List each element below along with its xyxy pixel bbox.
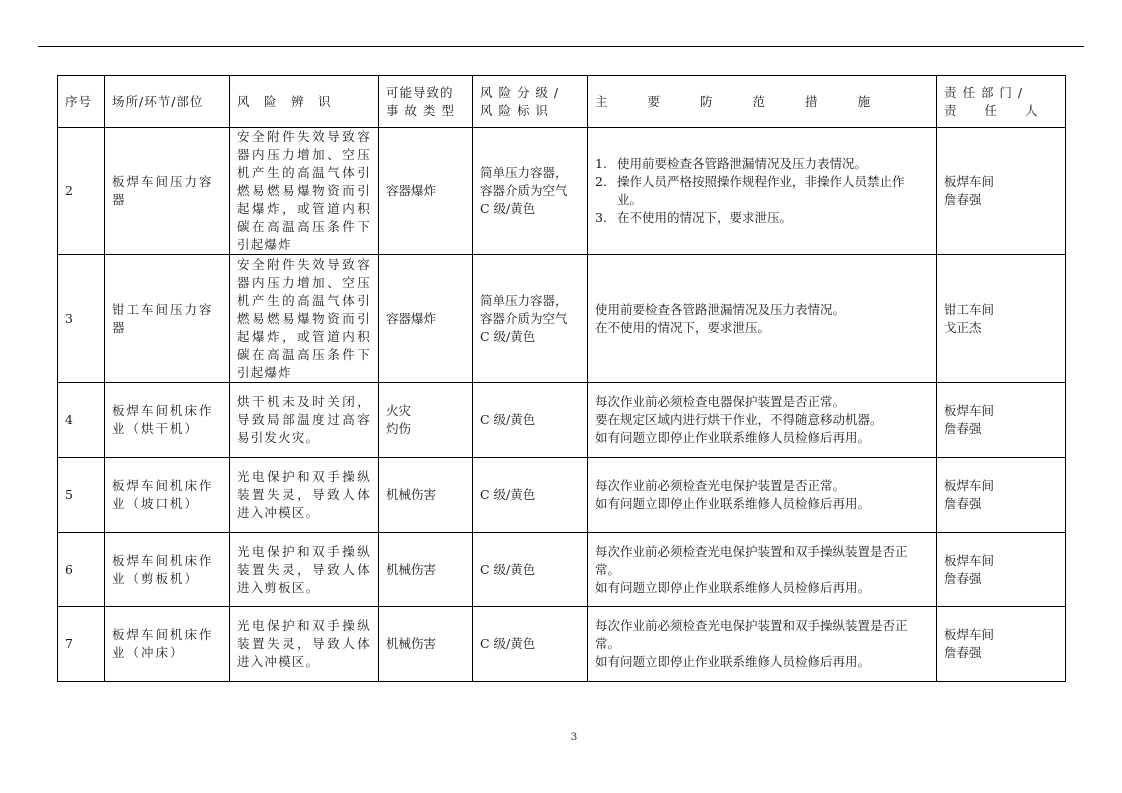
- measure-text: 如有问题立即停止作业联系维修人员检修后再用。: [595, 654, 871, 669]
- table-row: [58, 255, 1066, 383]
- header-risk-level: [473, 76, 588, 128]
- cell-risk-level: [473, 533, 588, 607]
- cell-accident-type: [379, 607, 473, 682]
- measure-text: 每次作业前必须检查光电保护装置和双手操纵装置是否正常。: [595, 543, 908, 577]
- responsible-line: 板焊车间: [944, 478, 995, 493]
- header-responsible-line2: 责 任 人: [944, 102, 1039, 118]
- cell-risk: 光电保护和双手操纵装置失灵，导致人体进入冲模区。: [230, 458, 379, 533]
- cell-measures: [588, 607, 937, 682]
- responsible-line: 板焊车间: [944, 174, 995, 189]
- cell-risk-level: [473, 128, 588, 255]
- header-risk-identification: [230, 76, 379, 128]
- responsible-line: 詹春强: [944, 570, 982, 586]
- cell-accident-type: [379, 533, 473, 607]
- responsible-line: 詹春强: [944, 192, 982, 207]
- measure-text: 每次作业前必须检查光电保护装置和双手操纵装置是否正常。: [595, 618, 908, 651]
- cell-accident-type: [379, 458, 473, 533]
- measure-text: 每次作业前必须检查电器保护装置是否正常。: [595, 394, 846, 409]
- table-row: [58, 383, 1066, 458]
- header-risk-level-line2: 风 险 标 识: [480, 102, 549, 118]
- cell-location: 板焊车间机床作业（烘干机）: [105, 383, 230, 458]
- cell-index: 5: [58, 458, 105, 533]
- risk-level-line: 容器介质为空气: [480, 183, 568, 198]
- measure-text: 如有问题立即停止作业联系维修人员检修后再用。: [595, 579, 871, 595]
- responsible-line: 詹春强: [944, 645, 982, 660]
- header-accident-type-line1: 可能导致的: [386, 84, 454, 100]
- accident-type-line: 火灾: [386, 403, 412, 418]
- measure-text: 要在规定区域内进行烘干作业，不得随意移动机器。: [595, 412, 883, 427]
- risk-level-line: 简单压力容器，: [480, 165, 568, 180]
- cell-index: 6: [58, 533, 105, 607]
- cell-location: 板焊车间机床作业（冲床）: [105, 607, 230, 682]
- responsible-line: 戈正杰: [944, 319, 982, 335]
- table-row: [58, 533, 1066, 607]
- accident-type-line: 灼伤: [386, 421, 412, 436]
- responsible-line: 板焊车间: [944, 627, 995, 642]
- header-responsible-line1: 责 任 部 门 /: [944, 84, 1024, 100]
- measure-number: 1.: [595, 156, 607, 171]
- cell-risk: 烘干机未及时关闭，导致局部温度过高容易引发火灾。: [230, 383, 379, 458]
- cell-accident-type: [379, 383, 473, 458]
- measure-text: 使用前要检查各管路泄漏情况及压力表情况。: [617, 156, 868, 171]
- header-index: 序号: [58, 76, 105, 128]
- measure-item: [595, 155, 929, 173]
- cell-risk: 光电保护和双手操纵装置失灵，导致人体进入冲模区。: [230, 607, 379, 682]
- measure-text: 在不使用的情况下，要求泄压。: [595, 319, 771, 335]
- responsible-line: 板焊车间: [944, 403, 995, 418]
- header-location: 场所/环节/部位: [105, 76, 230, 128]
- risk-level-line: C 级/黄色: [480, 412, 536, 427]
- risk-level-line: C 级/黄色: [480, 328, 536, 344]
- table-row: [58, 607, 1066, 682]
- cell-measures: [588, 383, 937, 458]
- risk-level-line: C 级/黄色: [480, 561, 536, 577]
- header-rule: [38, 46, 1084, 47]
- cell-location: 钳工车间压力容器: [105, 255, 230, 383]
- cell-responsible: [937, 533, 1066, 607]
- cell-location: 板焊车间压力容器: [105, 128, 230, 255]
- measure-item: [595, 209, 929, 227]
- table-row: [58, 458, 1066, 533]
- accident-type-line: 机械伤害: [386, 487, 437, 502]
- header-risk-identification-text: 风 险 辨 识: [237, 93, 332, 109]
- cell-responsible: [937, 607, 1066, 682]
- cell-risk: 安全附件失效导致容器内压力增加、空压机产生的高温气体引燃易燃易爆物资而引起爆炸，或管道内积碳在高温高压条件下引起爆炸: [230, 255, 379, 383]
- risk-level-line: 容器介质为空气: [480, 310, 568, 326]
- risk-level-line: C 级/黄色: [480, 201, 536, 216]
- cell-responsible: [937, 128, 1066, 255]
- measure-text: 每次作业前必须检查光电保护装置是否正常。: [595, 478, 846, 493]
- measure-number: 2.: [595, 174, 607, 189]
- cell-index: 3: [58, 255, 105, 383]
- responsible-line: 钳工车间: [944, 301, 995, 317]
- cell-index: 7: [58, 607, 105, 682]
- page-number: 3: [570, 731, 578, 743]
- risk-table: [57, 75, 1066, 682]
- measure-item: [595, 173, 929, 209]
- cell-index: 4: [58, 383, 105, 458]
- table-row: [58, 128, 1066, 255]
- header-row: [58, 76, 1066, 128]
- accident-type-line: 机械伤害: [386, 636, 437, 651]
- cell-accident-type: [379, 255, 473, 383]
- measure-text: 使用前要检查各管路泄漏情况及压力表情况。: [595, 301, 846, 317]
- cell-responsible: [937, 383, 1066, 458]
- cell-risk: 安全附件失效导致容器内压力增加、空压机产生的高温气体引燃易燃易爆物资而引起爆炸，或管道内积碳在高温高压条件下引起爆炸: [230, 128, 379, 255]
- measure-text: 如有问题立即停止作业联系维修人员检修后再用。: [595, 496, 871, 511]
- measure-text: 如有问题立即停止作业联系维修人员检修后再用。: [595, 430, 871, 445]
- header-accident-type-line2: 事 故 类 型: [386, 102, 455, 118]
- cell-location: 板焊车间机床作业（坡口机）: [105, 458, 230, 533]
- risk-level-line: 简单压力容器，: [480, 292, 568, 308]
- header-measures: [588, 76, 937, 128]
- measure-number: 3.: [595, 210, 607, 225]
- cell-risk-level: [473, 255, 588, 383]
- cell-responsible: [937, 458, 1066, 533]
- cell-measures: [588, 458, 937, 533]
- header-measures-text: 主 要 防 范 措 施: [595, 93, 876, 109]
- responsible-line: 詹春强: [944, 496, 982, 511]
- accident-type-line: 容器爆炸: [386, 183, 437, 198]
- cell-measures: [588, 533, 937, 607]
- table-body: [58, 128, 1066, 682]
- cell-risk-level: [473, 458, 588, 533]
- risk-level-line: C 级/黄色: [480, 636, 536, 651]
- measure-text: 在不使用的情况下，要求泄压。: [617, 210, 793, 225]
- cell-risk-level: [473, 607, 588, 682]
- cell-measures: [588, 255, 937, 383]
- cell-accident-type: [379, 128, 473, 255]
- responsible-line: 板焊车间: [944, 552, 995, 568]
- cell-measures: [588, 128, 937, 255]
- header-risk-level-line1: 风 险 分 级 /: [480, 84, 560, 100]
- measure-text: 操作人员严格按照操作规程作业，非操作人员禁止作业。: [617, 174, 905, 207]
- accident-type-line: 容器爆炸: [386, 310, 437, 326]
- cell-index: 2: [58, 128, 105, 255]
- responsible-line: 詹春强: [944, 421, 982, 436]
- cell-risk: 光电保护和双手操纵装置失灵，导致人体进入剪板区。: [230, 533, 379, 607]
- cell-location: 板焊车间机床作业（剪板机）: [105, 533, 230, 607]
- accident-type-line: 机械伤害: [386, 561, 437, 577]
- risk-level-line: C 级/黄色: [480, 487, 536, 502]
- cell-responsible: [937, 255, 1066, 383]
- cell-risk-level: [473, 383, 588, 458]
- header-accident-type: [379, 76, 473, 128]
- header-responsible: [937, 76, 1066, 128]
